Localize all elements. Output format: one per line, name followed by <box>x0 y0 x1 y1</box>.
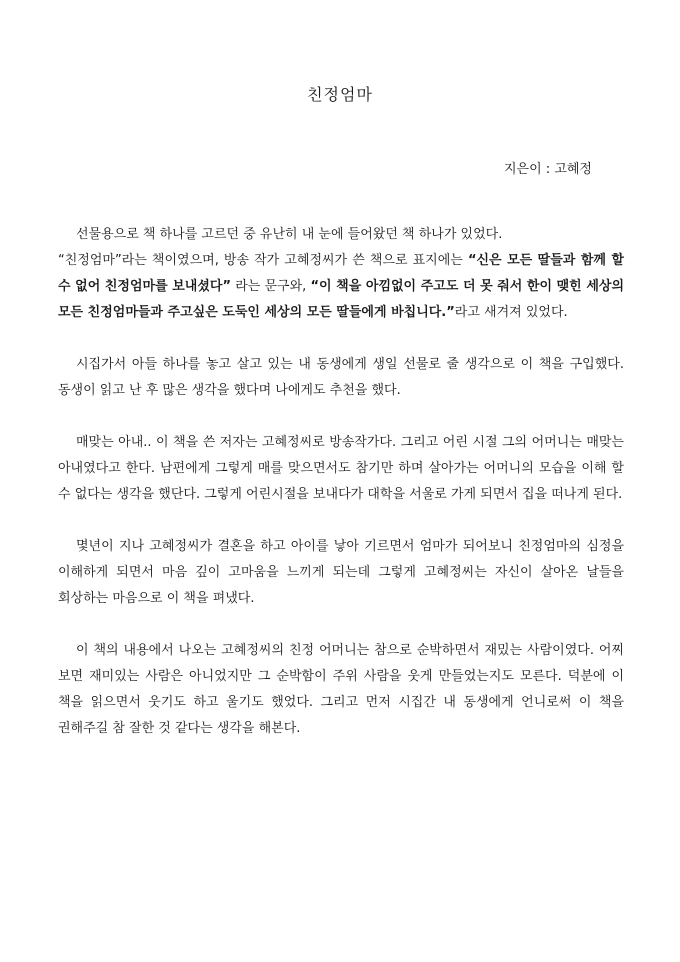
document-title: 친정엄마 <box>307 85 373 104</box>
paragraph-text: 라는 문구와, <box>231 279 311 294</box>
paragraph-text: 매맞는 아내.. 이 책을 쓴 저자는 고혜정씨로 방송작가다. 그리고 어린 시절 그의 어머니는 매맞는 아내였다고 한다. 남편에게 그렇게 매를 맞으면서도 참기만 하며 살아가는 어머니의 모습을 이해 할 수 없다는 생각을 했단다. 그렇게 어린시절을 보내다가 대학을 서울로 가게 되면서 집을 떠나게 된다. <box>58 435 624 502</box>
paragraph-3 <box>58 352 624 404</box>
bold-quote-2: “이 책을 아낌없이 주고도 더 못 줘서 한이 맺힌 세상의 모든 친정엄마들과 주고싶은 도둑인 세상의 모든 딸들에게 바칩니다.” <box>58 279 625 320</box>
paragraph-text: 이 책의 내용에서 나오는 고혜정씨의 친정 어머니는 참으로 순박하면서 재밌는 사람이였다. 어찌 보면 재미있는 사람은 아니었지만 그 순박함이 주위 사람을 웃게 만들었는지도 모른다. 덕분에 이 책을 읽으면서 웃기도 하고 울기도 했었다. 그리고 먼저 시집간 내 동생에게 언니로써 이 책을 권해주길 참 잘한 것 같다는 생각을 해본다. <box>58 643 624 736</box>
document-author: 지은이 : 고혜정 <box>504 162 592 177</box>
paragraph-2 <box>58 248 624 326</box>
paragraph-4 <box>58 430 624 508</box>
paragraph-5 <box>58 534 624 612</box>
document-body <box>58 222 624 768</box>
paragraph-text: 시집가서 아들 하나를 놓고 살고 있는 내 동생에게 생일 선물로 줄 생각으로 이 책을 구입했다. 동생이 읽고 난 후 많은 생각을 했다며 나에게도 추천을 했다. <box>58 357 624 398</box>
paragraph-1 <box>58 222 624 248</box>
paragraph-text: 선물용으로 책 하나를 고르던 중 유난히 내 눈에 들어왔던 책 하나가 있었다. <box>76 227 503 242</box>
paragraph-text: 라고 새겨져 있었다. <box>454 305 568 320</box>
paragraph-text: 몇년이 지나 고혜정씨가 결혼을 하고 아이를 낳아 기르면서 엄마가 되어보니 친정엄마의 심정을 이해하게 되면서 마음 깊이 고마움을 느끼게 되는데 그렇게 고혜정씨는 자신이 살아온 날들을 회상하는 마음으로 이 책을 펴냈다. <box>58 539 624 606</box>
paragraph-text: “친정엄마”라는 책이였으며, 방송 작가 고혜정씨가 쓴 책으로 표지에는 <box>58 253 468 268</box>
paragraph-6 <box>58 638 624 742</box>
bold-quote-1: “신은 모든 딸들과 함께 할 수 없어 친정엄마를 보내셨다” <box>58 253 624 294</box>
